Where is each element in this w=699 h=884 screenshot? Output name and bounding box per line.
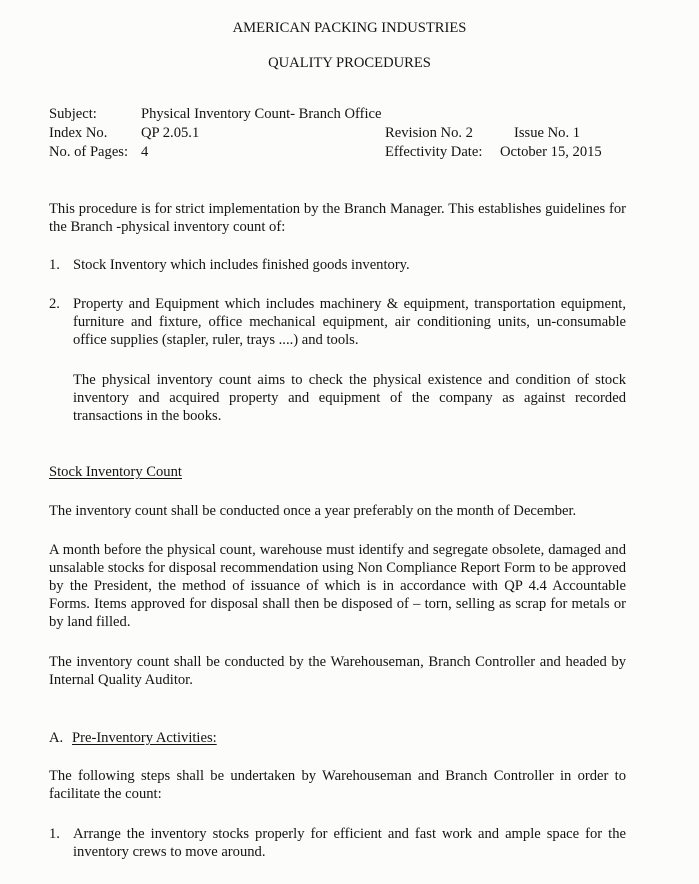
stock-paragraph-2: A month before the physical count, warehouse must identify and segregate obsolete, damaged and unsalable stocks for disposal recommendation using Non Compliance Report Form to be approved by the President, the method of issuance of which is in accordance with QP 4.4 Accountable Forms. Items approved for disposal shall then be disposed of – torn, selling as scrap for metals or by land filled. [49, 542, 626, 630]
section-a-paragraph: The following steps shall be undertaken by Warehouseman and Branch Controller in order to facilitate the count: [49, 768, 626, 802]
list-item-number: 1. [49, 257, 60, 273]
list-item-text: Property and Equipment which includes machinery & equipment, transportation equipment, furniture and fixture, office mechanical equipment, air conditioning units, un-consumable office supplies (stapler, ruler, trays ....) and tools. [73, 296, 626, 348]
document-title: QUALITY PROCEDURES [268, 55, 431, 71]
effectivity-value: October 15, 2015 [500, 144, 602, 160]
index-value: QP 2.05.1 [141, 125, 200, 141]
list-item-number: 1. [49, 826, 60, 842]
company-name: AMERICAN PACKING INDUSTRIES [232, 20, 467, 36]
list-item-number: 2. [49, 296, 60, 312]
intro-paragraph: This procedure is for strict implementation by the Branch Manager. This establishes guidelines for the Branch -physical inventory count of: [49, 201, 626, 235]
section-a-heading: Pre-Inventory Activities: [72, 730, 217, 746]
subject-value: Physical Inventory Count- Branch Office [141, 106, 382, 122]
stock-paragraph-1: The inventory count shall be conducted once a year preferably on the month of December. [49, 503, 577, 519]
revision-number: Revision No. 2 [385, 125, 473, 141]
index-label: Index No. [49, 125, 108, 141]
subject-label: Subject: [49, 106, 97, 122]
stock-paragraph-3: The inventory count shall be conducted by the Warehouseman, Branch Controller and headed by Internal Quality Auditor. [49, 654, 626, 688]
effectivity-label: Effectivity Date: [385, 144, 483, 160]
section-a-letter: A. [49, 730, 64, 746]
pages-label: No. of Pages: [49, 144, 129, 160]
list-item-text: Stock Inventory which includes finished goods inventory. [73, 257, 410, 273]
aim-paragraph: The physical inventory count aims to check the physical existence and condition of stock inventory and acquired property and equipment of the company as against recorded transactions in the books. [73, 372, 626, 424]
pages-value: 4 [141, 144, 149, 160]
list-item-text: Arrange the inventory stocks properly for efficient and fast work and ample space for the inventory crews to move around. [73, 826, 626, 860]
issue-number: Issue No. 1 [514, 125, 581, 141]
stock-inventory-heading: Stock Inventory Count [49, 464, 182, 480]
